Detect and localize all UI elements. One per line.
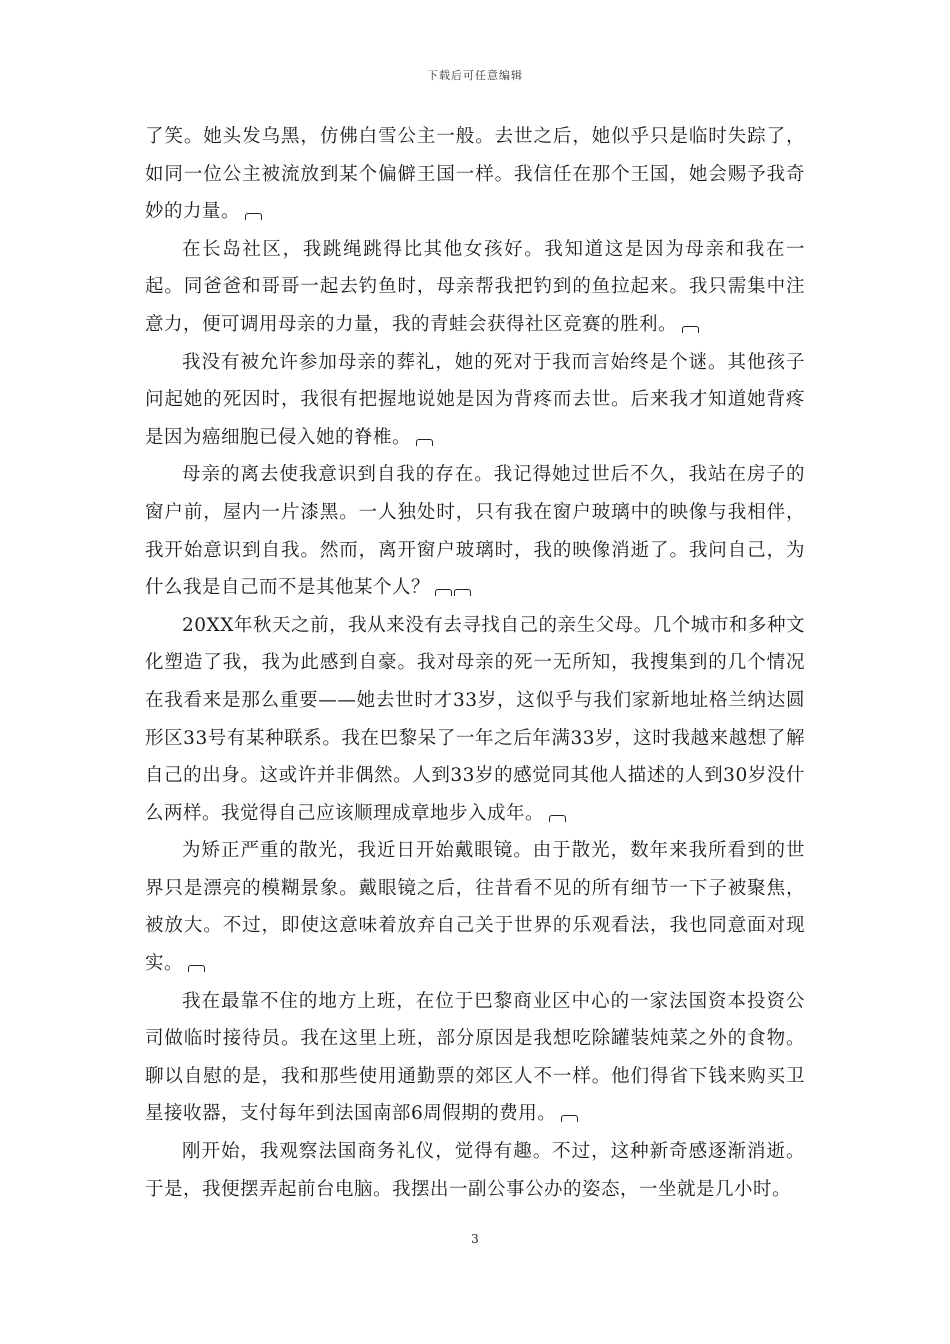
paragraph — [145, 983, 805, 1133]
paragraph — [145, 832, 805, 982]
paragraph-text: 为矫正严重的散光，我近日开始戴眼镜。由于散光，数年来我所看到的世界只是漂亮的模糊景象。戴眼镜之后，往昔看不见的所有细节一下子被聚焦，被放大。不过，即使这意味着放弃自己关于世界的乐观看法，我也同意面对现实。 — [145, 840, 805, 975]
page-header: 下载后可任意编辑 — [427, 69, 523, 82]
paragraph-mark-icon — [682, 326, 699, 333]
paragraph-text: 了笑。她头发乌黑，仿佛白雪公主一般。去世之后，她似乎只是临时失踪了，如同一位公主被流放到某个偏僻王国一样。我信任在那个王国，她会赐予我奇妙的力量。 — [145, 126, 805, 223]
paragraph-mark-icon — [245, 213, 262, 220]
paragraph-mark-icon — [416, 439, 433, 446]
paragraph-text: 我没有被允许参加母亲的葬礼，她的死对于我而言始终是个谜。其他孩子问起她的死因时，我很有把握地说她是因为背疼而去世。后来我才知道她背疼是因为癌细胞已侵入她的脊椎。 — [145, 351, 805, 448]
paragraph — [145, 344, 805, 457]
paragraph-text: 母亲的离去使我意识到自我的存在。我记得她过世后不久，我站在房子的窗户前，屋内一片漆黑。一人独处时，只有我在窗户玻璃中的映像与我相伴，我开始意识到自我。然而，离开窗户玻璃时，我的映像消逝了。我问自己，为什么我是自己而不是其他某个人？ — [145, 464, 805, 599]
paragraph-text: 刚开始，我观察法国商务礼仪，觉得有趣。不过，这种新奇感逐渐消逝。于是，我便摆弄起前台电脑。我摆出一副公事公办的姿态，一坐就是几小时。 — [145, 1141, 805, 1200]
paragraph-mark-icon — [561, 1115, 578, 1122]
paragraph-mark-icon — [454, 589, 471, 596]
paragraph-mark-icon — [188, 965, 205, 972]
paragraph — [145, 118, 805, 231]
paragraph-text: 在长岛社区，我跳绳跳得比其他女孩好。我知道这是因为母亲和我在一起。同爸爸和哥哥一起去钓鱼时，母亲帮我把钓到的鱼拉起来。我只需集中注意力，便可调用母亲的力量，我的青蛙会获得社区竞赛的胜利。 — [145, 238, 805, 335]
paragraph-mark-icon — [549, 815, 566, 822]
page-number: 3 — [471, 1232, 479, 1246]
paragraph — [145, 231, 805, 344]
paragraph-text: 我在最靠不住的地方上班，在位于巴黎商业区中心的一家法国资本投资公司做临时接待员。我在这里上班，部分原因是我想吃除罐装炖菜之外的食物。聊以自慰的是，我和那些使用通勤票的郊区人不一样。他们得省下钱来购买卫星接收器，支付每年到法国南部6周假期的费用。 — [145, 990, 805, 1125]
paragraph-mark-icon — [435, 589, 452, 596]
paragraph — [145, 1133, 805, 1208]
paragraph-text: 20XX年秋天之前，我从来没有去寻找自己的亲生父母。几个城市和多种文化塑造了我，我为此感到自豪。我对母亲的死一无所知，我搜集到的几个情况在我看来是那么重要——她去世时才33岁，这似乎与我们家新地址格兰纳达圆形区33号有某种联系。我在巴黎呆了一年之后年满33岁，这时我越来越想了解自己的出身。这或许并非偶然。人到33岁的感觉同其他人描述的人到30岁没什么两样。我觉得自己应该顺理成章地步入成年。 — [145, 614, 805, 824]
document-body — [145, 118, 805, 1208]
paragraph — [145, 607, 805, 833]
paragraph — [145, 456, 805, 606]
